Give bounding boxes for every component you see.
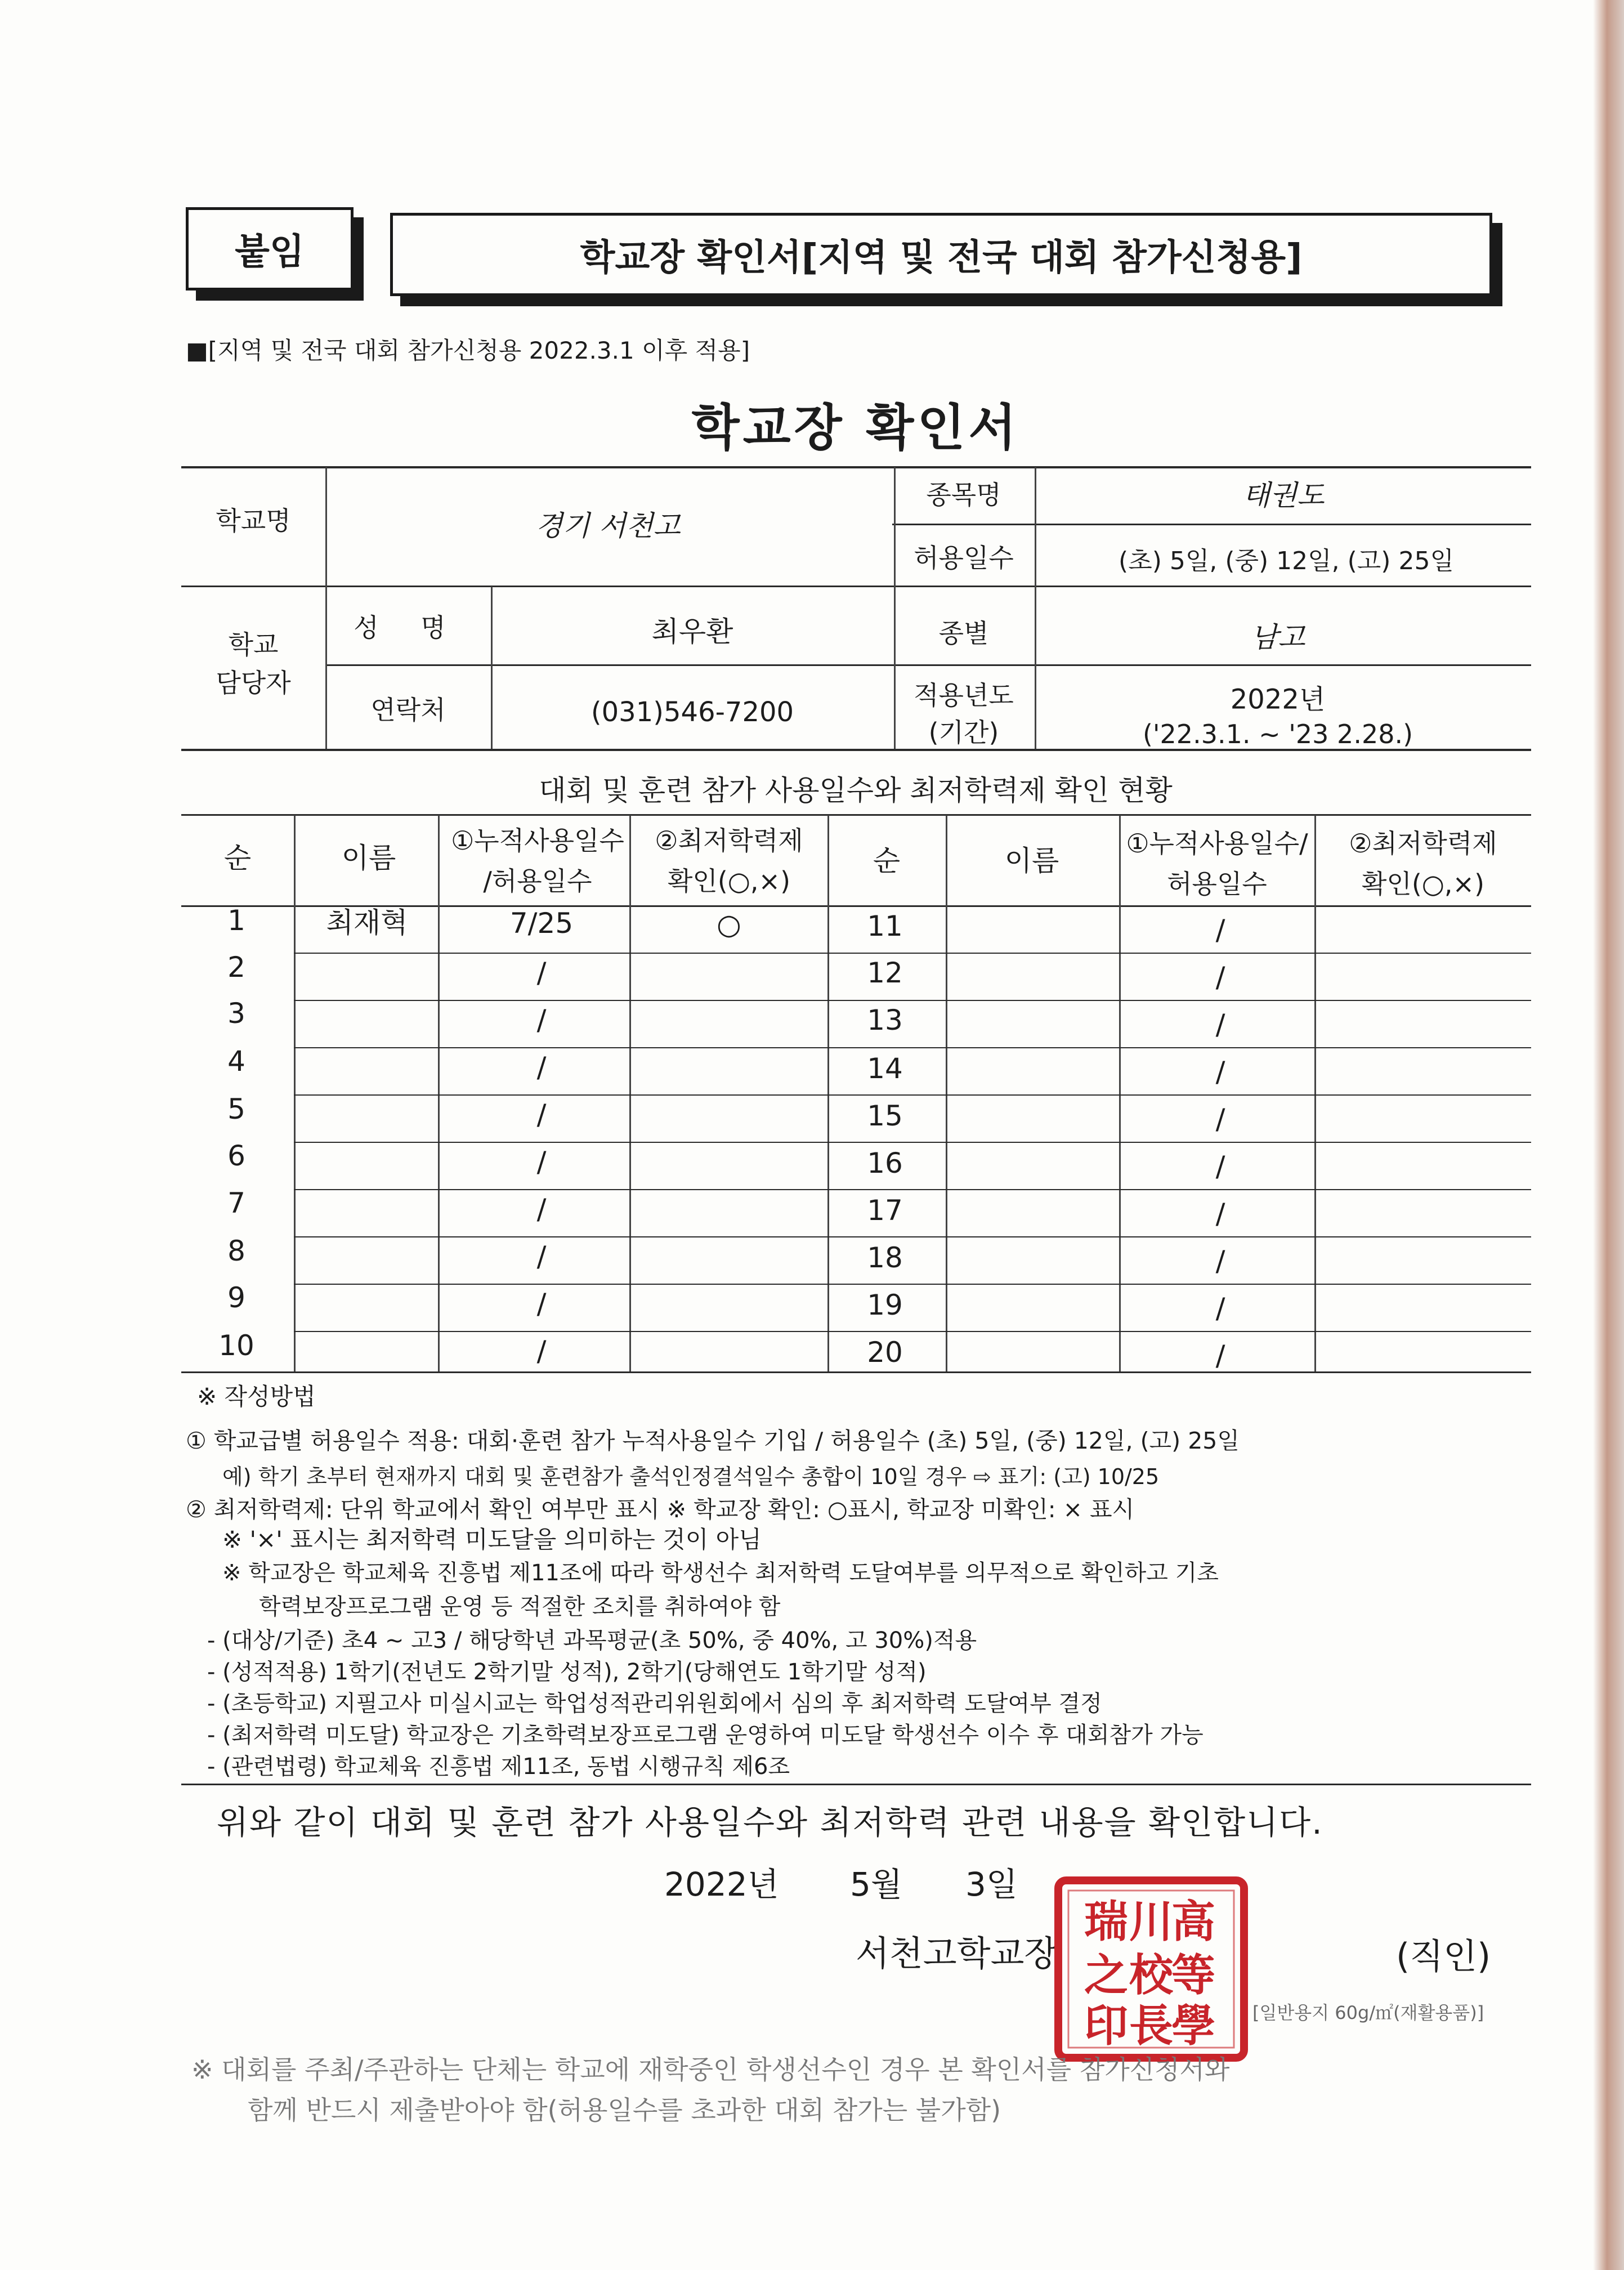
right-row-11-days: /	[1215, 914, 1225, 946]
note-line-2: 예) 학기 초부터 현재까지 대회 및 훈련참가 출석인정결석일수 총합이 10일 경우 ⇨ 표기: (고) 10/25	[222, 1464, 1160, 1489]
svg-text:長: 長	[1129, 2000, 1174, 2052]
left-row-2-no: 2	[227, 951, 245, 984]
allowed-value: (초) 5일, (중) 12일, (고) 25일	[1119, 547, 1454, 575]
left-row-8-no: 8	[227, 1235, 245, 1267]
left-row-9-days: /	[536, 1288, 547, 1320]
left-row-6-days: /	[536, 1146, 547, 1178]
contact-label: 연락처	[370, 695, 446, 725]
right-row-18-no: 18	[867, 1241, 903, 1274]
gender-value: 남고	[1250, 621, 1305, 654]
confirm-day: 3일	[965, 1865, 1018, 1903]
right-row-16-no: 16	[867, 1147, 903, 1179]
principal-name: 서천고학교장	[856, 1933, 1058, 1974]
note-line-10: - (최저학력 미도달) 학교장은 기초학력보장프로그램 운영하여 미도달 학생선수 이수 후 대회참가 가능	[207, 1722, 1204, 1748]
right-row-16-days: /	[1215, 1150, 1225, 1183]
confirm-year: 2022년	[664, 1865, 779, 1903]
col-check-right-2: 확인(○,×)	[1361, 869, 1485, 899]
svg-text:印: 印	[1084, 2000, 1129, 2052]
col-no-left: 순	[223, 842, 252, 874]
doc-title: 학교장 확인서	[691, 399, 1020, 457]
note-line-6: 학력보장프로그램 운영 등 적절한 조치를 취하여야 함	[259, 1594, 781, 1620]
left-row-1-name: 최재혁	[326, 906, 408, 939]
svg-text:學: 學	[1171, 2000, 1216, 2052]
left-row-5-no: 5	[227, 1093, 245, 1125]
right-row-11-no: 11	[867, 910, 903, 942]
note-line-4: ※ '×' 표시는 최저학력 미도달을 의미하는 것이 아님	[222, 1526, 762, 1553]
note-line-11: - (관련법령) 학교체육 진흥법 제11조, 동법 시행규칙 제6조	[207, 1754, 790, 1780]
left-row-6-no: 6	[227, 1140, 245, 1172]
col-name-right: 이름	[1004, 844, 1059, 877]
contact-value: (031)546-7200	[590, 696, 794, 728]
school-value: 경기 서천고	[535, 510, 681, 542]
right-row-19-days: /	[1215, 1292, 1225, 1325]
right-row-13-days: /	[1215, 1008, 1225, 1041]
col-check-left-1: ②최저학력제	[655, 825, 803, 856]
note-line-5: ※ 학교장은 학교체육 진흥법 제11조에 따라 학생선수 최저학력 도달여부를 의무적으로 확인하고 기초	[222, 1560, 1219, 1586]
svg-text:瑞: 瑞	[1084, 1896, 1129, 1947]
left-row-1-check: ○	[717, 908, 741, 941]
staff-label-2: 담당자	[216, 668, 291, 698]
confirm-month: 5월	[850, 1865, 902, 1903]
sport-value: 태권도	[1242, 479, 1325, 512]
year-label-2: (기간)	[928, 717, 999, 748]
left-row-3-no: 3	[227, 997, 245, 1030]
school-label: 학교명	[216, 506, 291, 536]
header-title: 학교장 확인서[지역 및 전국 대회 참가신청용]	[390, 213, 1492, 296]
allowed-label: 허용일수	[914, 543, 1014, 573]
year-label-1: 적용년도	[914, 680, 1014, 711]
subtitle: ■[지역 및 전국 대회 참가신청용 2022.3.1 이후 적용]	[186, 337, 750, 364]
right-row-17-no: 17	[867, 1194, 903, 1227]
svg-text:高: 高	[1171, 1896, 1216, 1947]
right-row-14-days: /	[1215, 1056, 1225, 1088]
year-value-1: 2022년	[1230, 683, 1326, 716]
left-row-4-days: /	[536, 1051, 547, 1084]
left-row-9-no: 9	[227, 1281, 245, 1314]
right-row-15-no: 15	[867, 1100, 903, 1132]
col-no-right: 순	[873, 844, 901, 877]
note-line-3: ② 최저학력제: 단위 학교에서 확인 여부만 표시 ※ 학교장 확인: ○표시, 학교장 미확인: × 표시	[186, 1496, 1135, 1523]
left-row-10-no: 10	[218, 1329, 254, 1362]
svg-text:等: 等	[1171, 1950, 1216, 2001]
name-value: 최우환	[651, 615, 733, 648]
left-row-3-days: /	[536, 1004, 547, 1036]
staff-label-1: 학교	[228, 629, 279, 660]
left-row-7-days: /	[536, 1193, 547, 1226]
left-row-8-days: /	[536, 1240, 547, 1273]
note-line-9: - (초등학교) 지필고사 미실시교는 학업성적관리위원회에서 심의 후 최저학력 도달여부 결정	[207, 1691, 1102, 1717]
year-value-2: ('22.3.1. ~ '23 2.28.)	[1142, 719, 1413, 749]
svg-text:校: 校	[1129, 1950, 1174, 2001]
svg-text:川: 川	[1129, 1896, 1174, 1947]
right-row-17-days: /	[1215, 1197, 1225, 1230]
right-row-20-no: 20	[867, 1336, 903, 1369]
footer-line-1: ※ 대회를 주최/주관하는 단체는 학교에 재학중인 학생선수인 경우 본 확인서를 참가신청서와	[191, 2054, 1230, 2085]
left-row-10-days: /	[536, 1335, 547, 1368]
page-edge-shadow	[1593, 0, 1624, 2270]
right-row-12-no: 12	[867, 957, 903, 989]
left-row-2-days: /	[536, 957, 547, 989]
seal-label: (직인)	[1396, 1936, 1491, 1977]
col-name-left: 이름	[341, 842, 396, 874]
col-days-right-2: 허용일수	[1167, 869, 1267, 899]
sport-label: 종목명	[926, 480, 1001, 510]
attach-label: 붙임	[186, 207, 354, 291]
paper-note: [일반용지 60g/㎡(재활용품)]	[1252, 2002, 1484, 2023]
left-row-1-no: 1	[227, 904, 245, 937]
left-row-4-no: 4	[227, 1045, 245, 1078]
left-row-7-no: 7	[227, 1187, 245, 1219]
col-days-left-2: /허용일수	[483, 866, 592, 896]
section-title: 대회 및 훈련 참가 사용일수와 최저학력제 확인 현황	[539, 774, 1173, 807]
left-row-5-days: /	[536, 1098, 547, 1131]
right-row-18-days: /	[1215, 1245, 1225, 1277]
note-line-7: - (대상/기준) 초4 ~ 고3 / 해당학년 과목평균(초 50%, 중 40%, 고 30%)적용	[207, 1628, 977, 1654]
right-row-19-no: 19	[867, 1289, 903, 1321]
col-check-left-2: 확인(○,×)	[667, 866, 791, 896]
right-row-12-days: /	[1215, 961, 1225, 994]
footer-line-2: 함께 반드시 제출받아야 함(허용일수를 초과한 대회 참가는 불가함)	[248, 2095, 1001, 2125]
right-row-20-days: /	[1215, 1339, 1225, 1372]
note-line-1: ① 학교급별 허용일수 적용: 대회·훈련 참가 누적사용일수 기입 / 허용일수 (초) 5일, (중) 12일, (고) 25일	[186, 1427, 1240, 1454]
notes-heading: ※ 작성방법	[197, 1383, 316, 1410]
school-seal	[1053, 1875, 1250, 2063]
name-label: 성 명	[354, 613, 463, 643]
confirm-statement: 위와 같이 대회 및 훈련 참가 사용일수와 최저학력 관련 내용을 확인합니다.	[217, 1803, 1323, 1842]
note-line-8: - (성적적용) 1학기(전년도 2학기말 성적), 2학기(당해연도 1학기말 성적)	[207, 1659, 927, 1685]
notes-divider	[181, 1784, 1531, 1785]
right-row-15-days: /	[1215, 1103, 1225, 1136]
gender-label: 종별	[938, 618, 989, 649]
left-row-1-days: 7/25	[509, 907, 574, 940]
col-days-right-1: ①누적사용일수/	[1126, 828, 1308, 859]
col-days-left-1: ①누적사용일수	[451, 825, 624, 856]
right-row-14-no: 14	[867, 1052, 903, 1085]
right-row-13-no: 13	[867, 1004, 903, 1036]
svg-text:之: 之	[1084, 1950, 1129, 2001]
col-check-right-1: ②최저학력제	[1349, 828, 1497, 859]
